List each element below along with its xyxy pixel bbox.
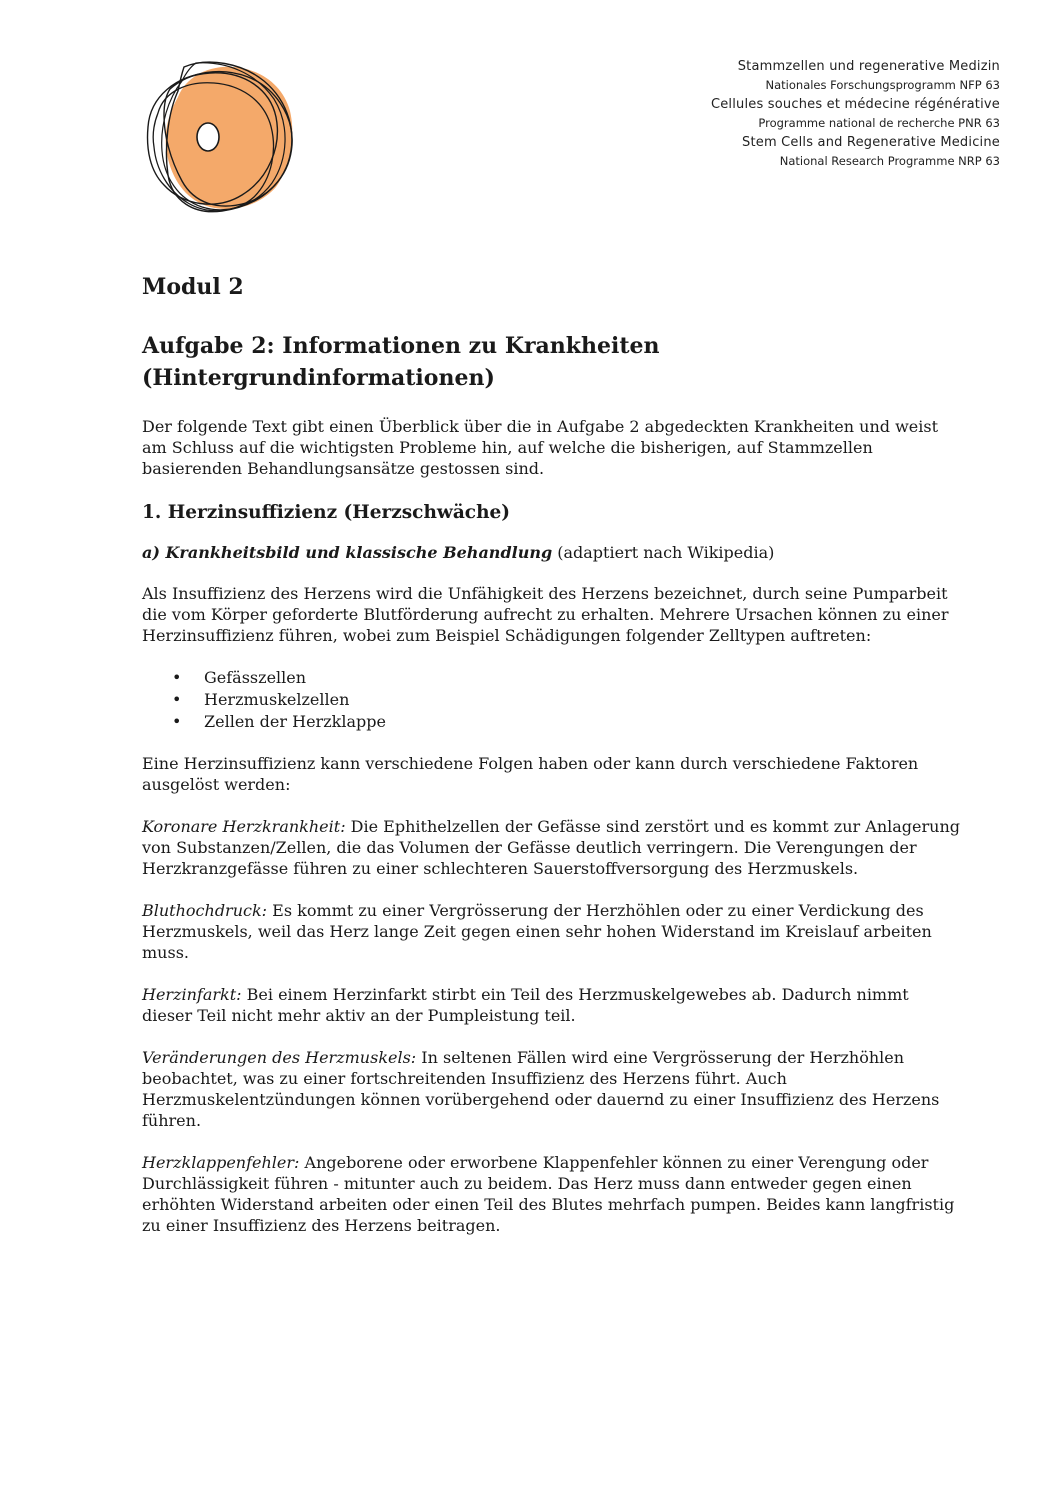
cause-paragraph: [142, 984, 962, 1026]
list-item: [142, 711, 962, 733]
cause-text: Die Ephithelzellen der Gefässe sind zerstört und es kommt zur Anlagerung von Substanzen/Zellen, die das Volumen der Gefässe deutlich verringern. Die Verengungen der Herzkranzgefässe führen zu einer schlechteren Sauerstoffversorgung des Herzmuskels.: [142, 817, 960, 878]
cause-term: Herzinfarkt:: [142, 985, 242, 1004]
bullet-icon: •: [172, 690, 182, 709]
cause-paragraph: [142, 900, 962, 963]
subheading: [142, 542, 962, 563]
cause-term: Veränderungen des Herzmuskels:: [142, 1048, 417, 1067]
programme-header: [480, 57, 1000, 171]
causes-list: [142, 816, 962, 1236]
bullet-icon: •: [172, 668, 182, 687]
subheading-bold: a) Krankheitsbild und klassische Behandlung: [142, 543, 553, 562]
cause-paragraph: [142, 1047, 962, 1131]
header-line: Programme national de recherche PNR 63: [758, 116, 1000, 130]
cause-term: Bluthochdruck:: [142, 901, 268, 920]
cause-text: In seltenen Fällen wird eine Vergrösserung der Herzhöhlen beobachtet, was zu einer fortschreitenden Insuffizienz des Herzens führt. Auch Herzmuskelentzündungen können vorübergehend oder dauernd zu einer Insuffizienz des Herzens führen.: [142, 1048, 940, 1130]
nfp63-logo: [138, 55, 300, 217]
paragraph-definition: Als Insuffizienz des Herzens wird die Unfähigkeit des Herzens bezeichnet, durch seine Pumparbeit die vom Körper geforderte Blutförderung aufrecht zu erhalten. Mehrere Ursachen können zu einer Herzinsuffizienz führen, wobei zum Beispiel Schädigungen folgender Zelltypen auftreten:: [142, 584, 949, 645]
bullet-icon: •: [172, 712, 182, 731]
subheading-source: (adaptiert nach Wikipedia): [552, 543, 775, 562]
cause-term: Herzklappenfehler:: [142, 1153, 300, 1172]
header-line: Nationales Forschungsprogramm NFP 63: [765, 78, 1000, 92]
paragraph-consequences: Eine Herzinsuffizienz kann verschiedene Folgen haben oder kann durch verschiedene Faktoren ausgelöst werden:: [142, 754, 919, 794]
intro-paragraph: Der folgende Text gibt einen Überblick über die in Aufgabe 2 abgedeckten Krankheiten und weist am Schluss auf die wichtigsten Probleme hin, auf welche die bisherigen, auf Stammzellen basierenden Behandlungsansätze gestossen sind.: [142, 417, 939, 478]
list-item-text: Zellen der Herzklappe: [204, 712, 386, 731]
header-line: Stem Cells and Regenerative Medicine: [742, 135, 1000, 150]
document-body: [142, 271, 962, 1257]
module-title: Modul 2: [142, 274, 244, 300]
cause-term: Koronare Herzkrankheit:: [142, 817, 346, 836]
task-title-line-2: (Hintergrundinformationen): [142, 365, 495, 391]
cell-type-list: [142, 667, 962, 733]
header-line: National Research Programme NRP 63: [779, 154, 1000, 168]
logo-white-nucleus: [197, 123, 219, 151]
list-item-text: Gefässzellen: [204, 668, 307, 687]
cause-text: Es kommt zu einer Vergrösserung der Herzhöhlen oder zu einer Verdickung des Herzmuskels, weil das Herz lange Zeit gegen einen sehr hohen Widerstand im Kreislauf arbeiten muss.: [142, 901, 932, 962]
task-title: [142, 330, 962, 394]
task-title-line-1: Aufgabe 2: Informationen zu Krankheiten: [142, 333, 660, 359]
header-line: Cellules souches et médecine régénérative: [710, 97, 1000, 112]
cause-paragraph: [142, 1152, 962, 1236]
cause-text: Angeborene oder erworbene Klappenfehler können zu einer Verengung oder Durchlässigkeit führen - mitunter auch zu beidem. Das Herz muss dann entweder gegen einen erhöhten Widerstand arbeiten oder einen Teil des Blutes mehrfach pumpen. Beides kann langfristig zu einer Insuffizienz des Herzens beitragen.: [142, 1153, 955, 1235]
cause-paragraph: [142, 816, 962, 879]
header-line: Stammzellen und regenerative Medizin: [737, 59, 1000, 74]
list-item: [142, 667, 962, 689]
list-item: [142, 689, 962, 711]
list-item-text: Herzmuskelzellen: [204, 690, 350, 709]
section-title: 1. Herzinsuffizienz (Herzschwäche): [142, 502, 511, 523]
cause-text: Bei einem Herzinfarkt stirbt ein Teil des Herzmuskelgewebes ab. Dadurch nimmt dieser Teil nicht mehr aktiv an der Pumpleistung teil.: [142, 985, 909, 1025]
